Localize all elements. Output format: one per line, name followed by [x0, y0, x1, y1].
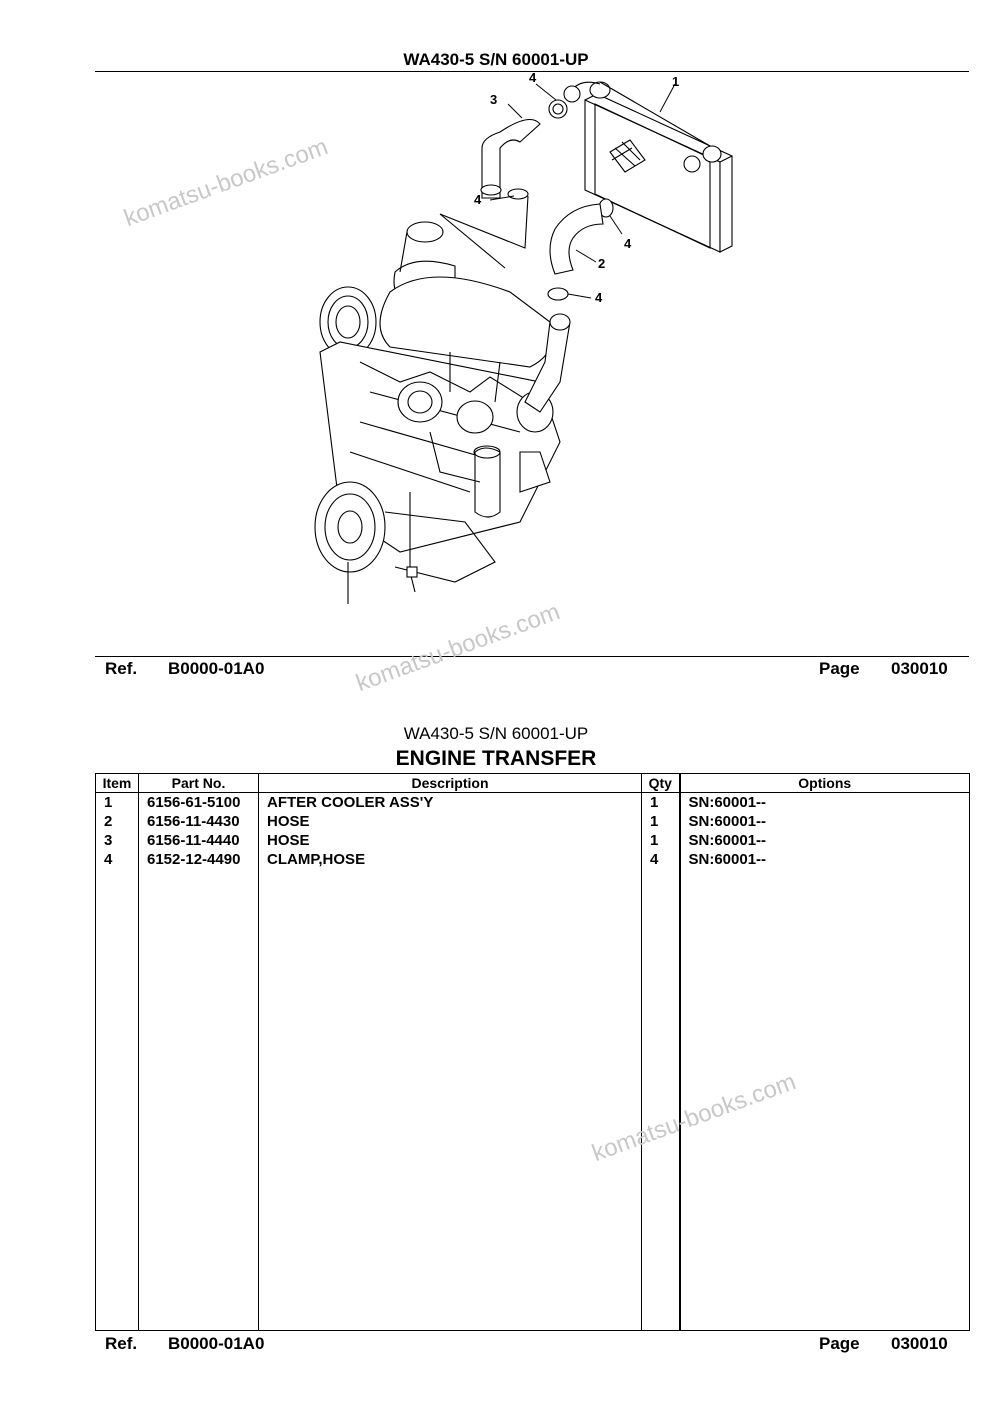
table-footer — [105, 1334, 960, 1358]
cell-item: 4 — [96, 850, 139, 869]
cell-options: SN:60001-- — [680, 793, 970, 813]
cell-description: HOSE — [259, 831, 642, 850]
diagram-model-title: WA430-5 S/N 60001-UP — [403, 50, 589, 69]
table-row — [96, 812, 970, 831]
cell-qty: 4 — [642, 850, 680, 869]
parts-table — [95, 773, 970, 1331]
page-value: 030010 — [891, 1334, 948, 1353]
table-row — [96, 831, 970, 850]
ref-label: Ref. — [105, 659, 138, 678]
hose-2-drawing — [550, 204, 606, 274]
cell-part-no: 6156-11-4440 — [139, 831, 259, 850]
watermark-3: komatsu-books.com — [588, 1068, 800, 1168]
callout-2: 2 — [598, 256, 606, 271]
cell-item: 1 — [96, 793, 139, 813]
table-filler-row — [96, 869, 970, 1331]
section-title: ENGINE TRANSFER — [395, 747, 597, 770]
page-label: Page — [819, 1334, 860, 1353]
cell-options: SN:60001-- — [680, 812, 970, 831]
cell-description: HOSE — [259, 812, 642, 831]
diagram-bottom-divider — [95, 656, 969, 657]
watermark-2: komatsu-books.com — [352, 598, 564, 698]
engine-drawing — [315, 222, 570, 604]
callout-4c: 4 — [624, 236, 632, 251]
exploded-parts-diagram — [300, 72, 760, 652]
parts-model-title: WA430-5 S/N 60001-UP — [403, 724, 589, 743]
cell-part-no: 6152-12-4490 — [139, 850, 259, 869]
cell-item: 3 — [96, 831, 139, 850]
header-options: Options — [680, 774, 970, 793]
header-part-no: Part No. — [139, 774, 259, 793]
ref-value: B0000-01A0 — [168, 1334, 265, 1353]
page-value: 030010 — [891, 659, 948, 678]
ref-value: B0000-01A0 — [168, 659, 265, 678]
header-item: Item — [96, 774, 139, 793]
header-description: Description — [259, 774, 642, 793]
cell-description: AFTER COOLER ASS'Y — [259, 793, 642, 813]
watermark-1: komatsu-books.com — [120, 133, 332, 233]
page-label: Page — [819, 659, 860, 678]
callout-3: 3 — [490, 92, 498, 107]
cell-qty: 1 — [642, 793, 680, 813]
header-qty: Qty — [642, 774, 680, 793]
cell-options: SN:60001-- — [680, 831, 970, 850]
cell-part-no: 6156-11-4430 — [139, 812, 259, 831]
callout-1: 1 — [672, 74, 680, 89]
cell-qty: 1 — [642, 812, 680, 831]
callout-4a: 4 — [529, 72, 537, 85]
table-row — [96, 850, 970, 869]
cell-item: 2 — [96, 812, 139, 831]
diagram-footer — [105, 659, 960, 683]
ref-label: Ref. — [105, 1334, 138, 1353]
callout-4d: 4 — [595, 290, 603, 305]
hose-3-drawing — [481, 120, 540, 199]
cell-qty: 1 — [642, 831, 680, 850]
table-row — [96, 793, 970, 813]
cell-part-no: 6156-61-5100 — [139, 793, 259, 813]
table-header-row — [96, 774, 970, 793]
callout-4b: 4 — [474, 192, 482, 207]
cell-description: CLAMP,HOSE — [259, 850, 642, 869]
cell-options: SN:60001-- — [680, 850, 970, 869]
